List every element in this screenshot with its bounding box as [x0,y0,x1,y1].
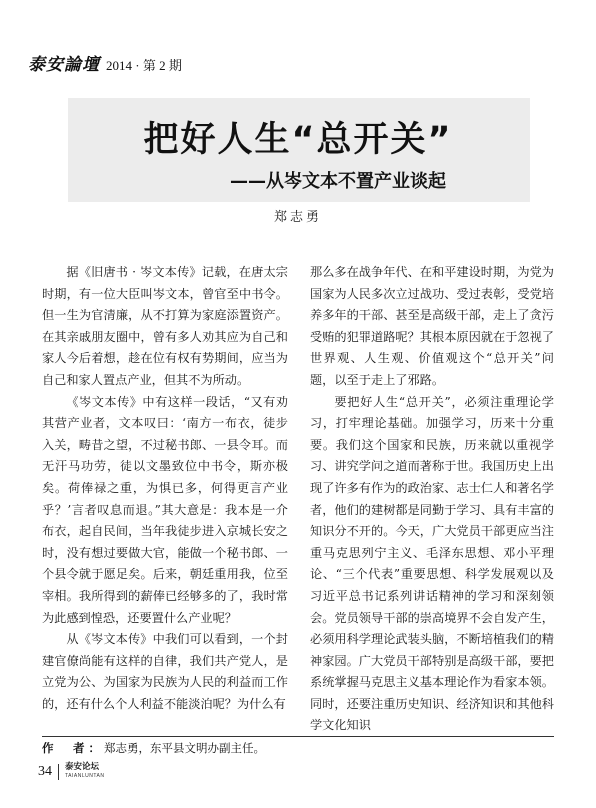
footer-brand-en: TAIANLUNTAN [65,773,105,779]
article-author: 郑志勇 [273,210,322,225]
left-column [42,262,288,715]
author-footnote [42,740,265,756]
footer-separator [58,764,59,780]
article-title: 把好人生“总开关” [143,120,453,160]
footnote-divider [42,736,554,737]
paragraph: 从《岑文本传》中我们可以看到，一个封建官僚尚能有这样的自律，我们共产党人，是立党为公、为国家为民族为人民的利益而工作的，还有什么个人利益不能淡泊呢？为什么有 [42,632,288,711]
footer-brand [65,763,104,781]
journal-name: 泰安論壇 [28,55,100,75]
right-column [310,262,554,737]
paragraph: 据《旧唐书 · 岑文本传》记载，在唐太宗时期，有一位大臣叫岑文本，曾官至中书令。但一生为官清廉，从不打算为家庭添置资产。在其亲戚朋友圈中，曾有多人劝其应为自己和家人今后着想，趁在位有权有势期间，应当为自己和家人置点产业，但其不为所动。 [42,265,288,387]
paragraph: 那么多在战争年代、在和平建设时期，为党为国家为人民多次立过战功、受过表彰，受党培养多年的干部、甚至是高级干部，走上了贪污受贿的犯罪道路呢？其根本原因就在于忽视了世界观、人生观、价值观这个“总开关”问题，以至于走上了邪路。 [310,265,554,387]
running-header [28,50,182,75]
page-footer [38,763,104,781]
footer-brand-cn: 泰安论坛 [65,762,100,772]
footnote-label: 作 者： [42,741,104,755]
article-subtitle: ——从岑文本不置产业谈起 [230,171,446,192]
issue-label: 2014 · 第 2 期 [106,58,182,73]
footnote-text: 郑志勇，东平县文明办副主任。 [104,741,265,755]
paragraph: 《岑文本传》中有这样一段话，“又有劝其营产业者，文本叹曰：‘南方一布衣，徒步入关，畴昔之望，不过秘书郎、一县令耳。而无汗马功劳，徒以文墨致位中书令，斯亦极矣。荷俸禄之重，为惧已多，何得更言产业乎？’言者叹息而退。”其大意是：我本是一介布衣，起自民间，当年我徒步进入京城长安之时，没有想过要做大官，能做一个秘书郎、一个县令就于愿足矣。后来，朝廷重用我，位至宰相。我所得到的薪俸已经够多的了，我时常为此感到惶恐，还要置什么产业呢？ [42,394,288,625]
page-number: 34 [38,764,52,779]
paragraph: 要把好人生“总开关”，必须注重理论学习，打牢理论基础。加强学习，历来十分重要。我们这个国家和民族，历来就以重视学习、讲究学问之道而著称于世。我国历史上出现了许多有作为的政治家、志士仁人和著名学者，他们的建树都是同勤于学习、具有丰富的知识分不开的。今天，广大党员干部更应当注重马克思列宁主义、毛泽东思想、邓小平理论、“三个代表”重要思想、科学发展观以及习近平总书记系列讲话精神的学习和深刻领会。党员领导干部的崇高境界不会自发产生，必须用科学理论武装头脑，不断培植我们的精神家园。广大党员干部特别是高级干部，要把系统掌握马克思主义基本理论作为看家本领。同时，还要注重历史知识、经济知识和其他科学文化知识 [310,394,554,733]
